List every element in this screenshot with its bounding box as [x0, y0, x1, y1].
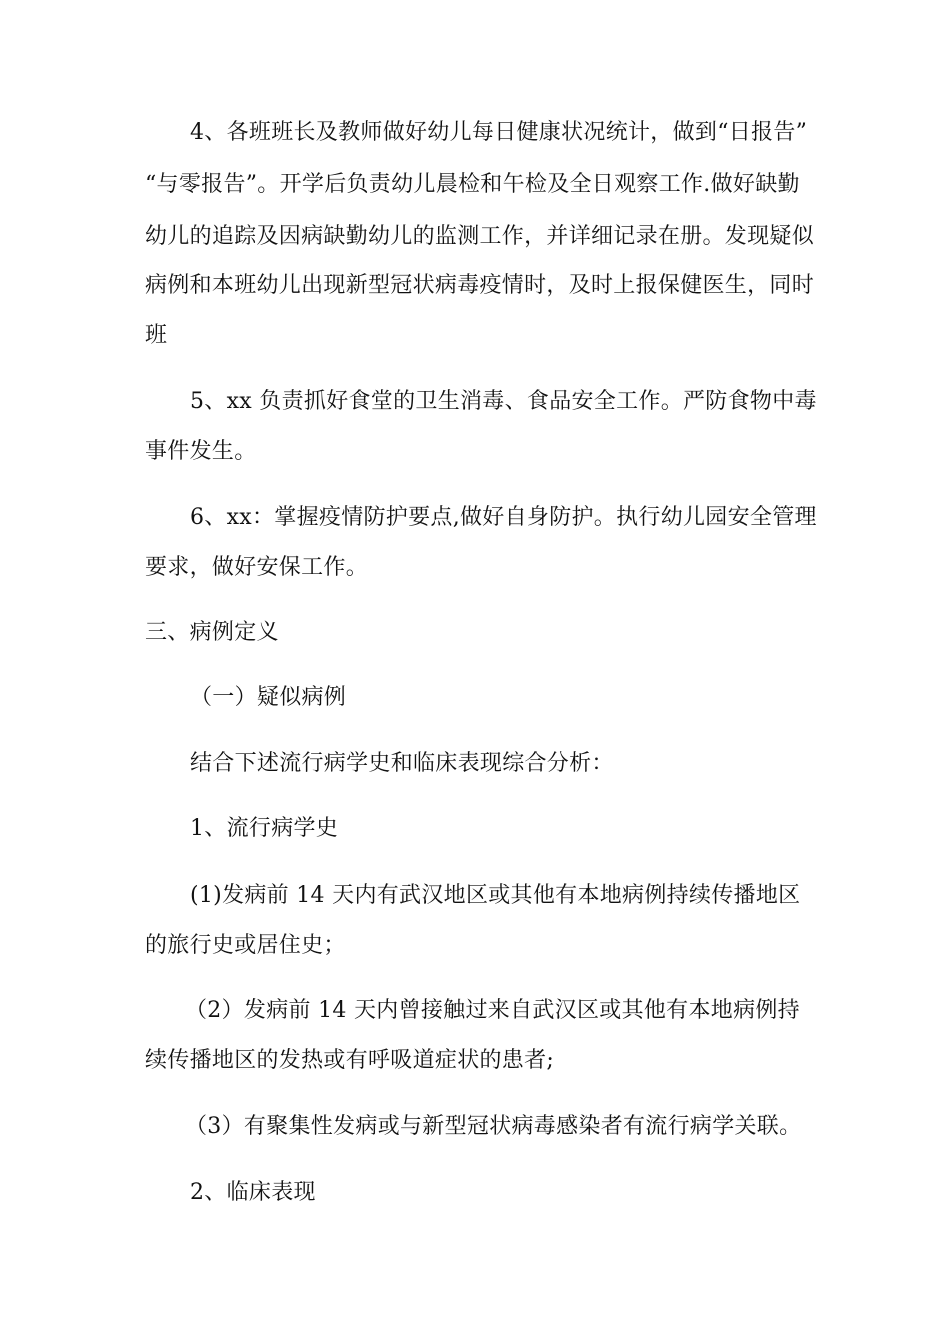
item-1-2-line-2: 续传播地区的发热或有呼吸道症状的患者;: [145, 1048, 555, 1073]
paragraph-6-line-1: 6、xx：掌握疫情防护要点,做好自身防护。执行幼儿园安全管理: [190, 505, 817, 530]
item-1-1-line-2: 的旅行史或居住史；: [145, 933, 346, 958]
item-1-3-line: （3）有聚集性发病或与新型冠状病毒感染者有流行病学关联。: [185, 1114, 802, 1139]
item-1-heading: 1、流行病学史: [190, 816, 339, 841]
paragraph-6-line-2: 要求，做好安保工作。: [145, 555, 369, 580]
subsection-heading: （一）疑似病例: [190, 685, 347, 710]
intro-text: 结合下述流行病学史和临床表现综合分析：: [190, 751, 614, 776]
paragraph-5-line-1: 5、xx 负责抓好食堂的卫生消毒、食品安全工作。严防食物中毒: [190, 389, 817, 414]
item-1-2-line-1: （2）发病前 14 天内曾接触过来自武汉区或其他有本地病例持: [185, 998, 800, 1023]
paragraph-4-line-5: 班: [145, 323, 168, 348]
section-heading: 三、病例定义: [145, 620, 279, 645]
item-1-1-line-1: (1)发病前 14 天内有武汉地区或其他有本地病例持续传播地区: [190, 883, 801, 908]
paragraph-4-line-2: “与零报告”。开学后负责幼儿晨检和午检及全日观察工作.做好缺勤: [145, 172, 800, 197]
paragraph-4-line-3: 幼儿的追踪及因病缺勤幼儿的监测工作，并详细记录在册。发现疑似: [145, 224, 815, 249]
paragraph-4-line-4: 病例和本班幼儿出现新型冠状病毒疫情时，及时上报保健医生，同时: [145, 273, 815, 298]
item-2-heading: 2、临床表现: [190, 1180, 316, 1205]
paragraph-5-line-2: 事件发生。: [145, 439, 257, 464]
paragraph-4-line-1: 4、各班班长及教师做好幼儿每日健康状况统计，做到“日报告”: [190, 120, 808, 145]
